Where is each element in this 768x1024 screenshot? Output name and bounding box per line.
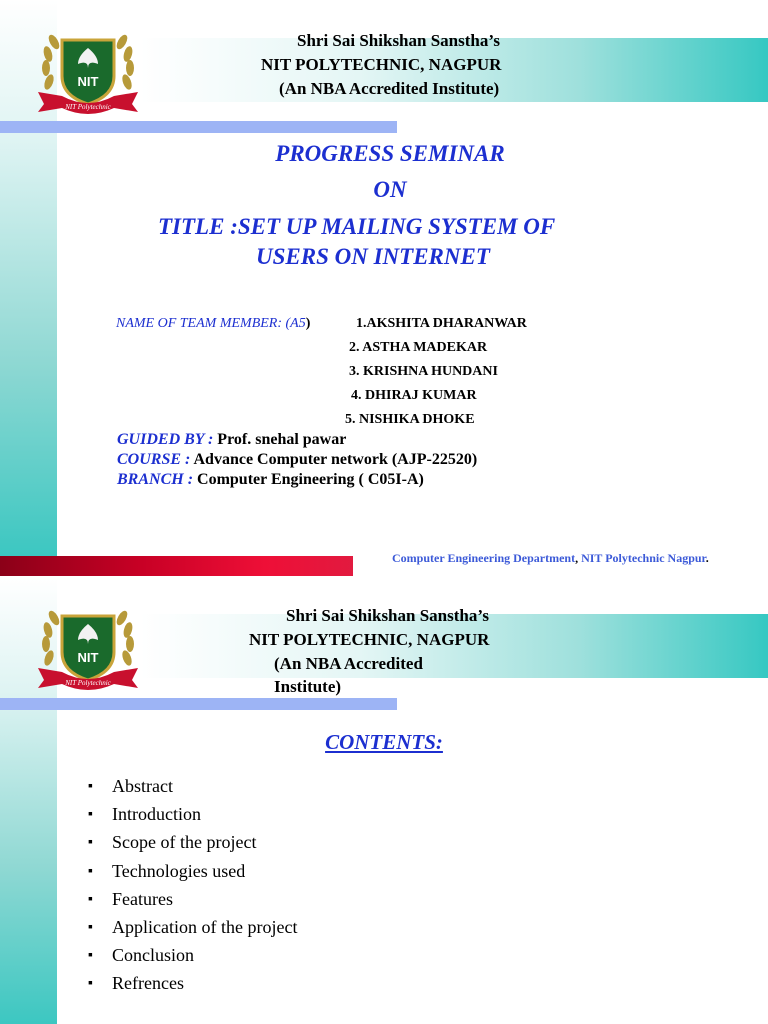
header-line-3: (An NBA Accredited Institute) [279,79,500,98]
logo-ribbon-text: NIT Polytechnic [65,103,111,111]
logo-text: NIT [77,74,99,89]
guided-by-label: GUIDED BY : [117,431,214,448]
branch-row [117,471,424,489]
nit-logo [32,600,144,692]
list-item [88,802,297,830]
bullet-icon: ▪ [88,919,93,935]
logo-ribbon-text: NIT Polytechnic [65,679,111,687]
team-member-4: 4. DHIRAJ KUMAR [351,388,477,403]
team-member-3: 3. KRISHNA HUNDANI [349,364,498,379]
slide-2 [0,578,768,1024]
header-blue-line [0,698,397,710]
nit-logo [32,24,144,116]
list-item [88,859,297,887]
team-member-2: 2. ASTHA MADEKAR [349,340,488,355]
team-member-1: 1.AKSHITA DHARANWAR [356,316,527,331]
list-item [88,971,297,999]
header-line-4: Institute) [274,677,342,696]
list-item-text: Technologies used [112,860,246,881]
title-line-1: PROGRESS SEMINAR [275,141,505,166]
list-item-text: Conclusion [112,945,195,966]
footer-red-bar [0,556,353,576]
branch-label: BRANCH : [117,471,194,488]
footer-dept: Computer Engineering Department [392,551,576,565]
guided-by-value: Prof. snehal pawar [217,431,347,448]
title-line-2: ON [373,177,407,202]
footer-end: . [705,551,709,565]
header-line-2: NIT POLYTECHNIC, NAGPUR [249,630,490,649]
bullet-icon: ▪ [88,891,93,907]
course-value: Advance Computer network (AJP-22520) [193,451,478,468]
title-line-3: TITLE :SET UP MAILING SYSTEM OF [158,214,556,239]
footer-text [392,551,709,566]
bullet-icon: ▪ [88,863,93,879]
title-line-4: USERS ON INTERNET [256,244,490,269]
team-label: NAME OF TEAM MEMBER: (A5 [116,316,306,331]
footer-sep: , [575,551,579,565]
branch-value: Computer Engineering ( C05I-A) [197,471,424,488]
bullet-icon: ▪ [88,948,93,964]
header-blue-line [0,121,397,133]
list-item-text: Introduction [112,804,201,825]
team-label-close: ) [305,316,311,331]
bullet-icon: ▪ [88,976,93,992]
list-item-text: Refrences [112,973,184,994]
header-line-1: Shri Sai Shikshan Sanstha’s [297,31,501,50]
course-label: COURSE : [117,451,191,468]
contents-title: CONTENTS: [325,730,443,754]
team-label-row [116,316,310,332]
bullet-icon: ▪ [88,807,93,823]
team-member-5: 5. NISHIKA DHOKE [345,412,475,427]
bullet-icon: ▪ [88,835,93,851]
list-item-text: Abstract [112,776,173,796]
bullet-icon: ▪ [88,779,93,794]
logo-text: NIT [77,650,99,665]
contents-list [88,774,297,1000]
list-item-text: Features [112,888,173,909]
list-item-text: Application of the project [112,916,298,937]
list-item [88,943,297,971]
list-item-text: Scope of the project [112,832,257,853]
header-line-1: Shri Sai Shikshan Sanstha’s [286,606,490,625]
list-item [88,887,297,915]
guided-by-row [117,431,346,449]
list-item [88,915,297,943]
course-row [117,451,477,469]
footer-college: NIT Polytechnic Nagpur [581,551,706,565]
list-item [88,774,297,802]
list-item [88,830,297,858]
header-line-2: NIT POLYTECHNIC, NAGPUR [261,55,502,74]
header-line-3: (An NBA Accredited [274,654,423,673]
